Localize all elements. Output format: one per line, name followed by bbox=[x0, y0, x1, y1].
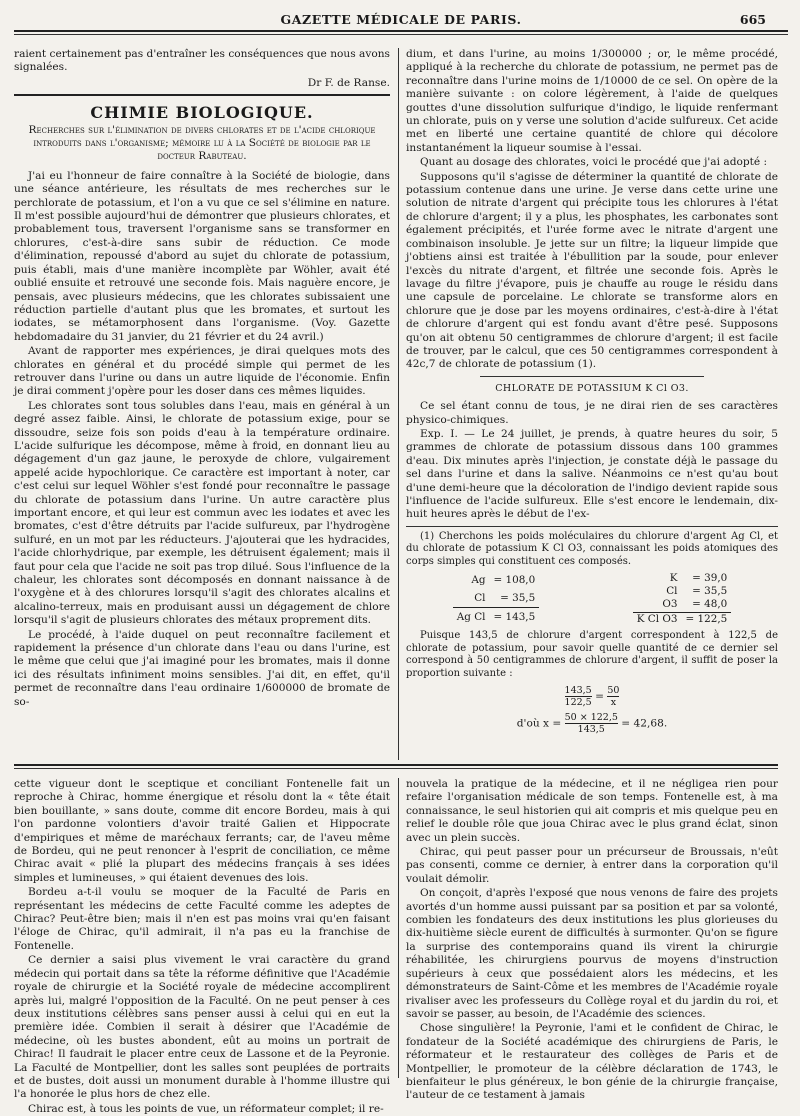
subsection-rule bbox=[480, 376, 703, 377]
denominator: 143,5 bbox=[577, 723, 605, 735]
page-number: 665 bbox=[739, 12, 766, 27]
section-title: CHIMIE BIOLOGIQUE. bbox=[90, 103, 314, 123]
element-weight: = 39,0 bbox=[692, 571, 728, 584]
continuation-text: raient certainement pas d'entraîner les conséquences que nous avons signalées. bbox=[14, 48, 390, 74]
compound-weight: = 122,5 bbox=[681, 612, 731, 626]
compound-symbol: K Cl O3 bbox=[633, 612, 682, 626]
paragraph: Exp. I. — Le 24 juillet, je prends, à quatre heures du soir, 5 grammes de chlorate de potassium dissous dans 100 grammes d'eau. Dix minutes après l'injection, je constate déjà le passage du sel dans l'urine et dans la salive. Néanmoins ce n'est qu'au bout d'une demi-heure que la décoloration de l'indigo devient rapide sous l'influence de l'acide sulfureux. Elle s'est encore le lendemain, dix-huit heures après le début de l'ex- bbox=[406, 427, 778, 521]
element-weight: = 35,5 bbox=[692, 585, 728, 597]
author-signature: Dr F. de Ranse. bbox=[307, 76, 390, 89]
subsection-title: CHLORATE DE POTASSIUM K Cl O3. bbox=[495, 382, 689, 394]
paragraph: J'ai eu l'honneur de faire connaître à la Société de biologie, dans une séance antérieure, les résultats de mes recherches sur le perchlorate de potassium, et l'on a vu que ce sel s'élimine en nature. Il m'est possible aujourd'hui de démontrer que plusieurs chlorates, et probablement tous, traversent l'organisme sans se transformer en chlorures, c'est-à-dire sans subir de réduction. Ce mode d'élimination, repoussé d'abord au sujet du chlorate de potassium, puis établi, mais d'une manière incomplète par Wöhler, avait été oublié ensuite et retrouvé une seconde fois. Mais naguère encore, je pensais, avec plusieurs médecins, que les chlorates subissaient une réduction partielle d'autant plus que les bromates, et surtout les iodates, se métamorphosent dans l'organisme. (Voy. Gazette hebdomadaire du 31 janvier, du 21 février et du 24 avril.) bbox=[14, 169, 390, 343]
denominator: x bbox=[610, 696, 617, 708]
paragraph: Supposons qu'il s'agisse de déterminer la quantité de chlorate de potassium contenue dans une urine. Je verse dans cette urine une solution de nitrate d'argent qui précipite tous les chlorures à l'état de chlorure d'argent; il y a plus, les phosphates, les carbonates sont également précipités, et l'urée forme avec le nitrate d'argent une combinaison insoluble. Je jette sur un filtre; la liqueur limpide que j'obtiens ainsi est traitée à l'ébullition par la soude, pour enlever l'excès du nitrate d'argent, et filtrée une seconde fois. Après le lavage du filtre j'évapore, puis je chauffe au rouge le résidu dans une capsule de porcelaine. Le chlorate se transforme alors en chlorure que je dose par les moyens ordinaires, c'est-à-dire à l'état de chlorure d'argent qui est fondu avant d'être pesé. Supposons qu'on ait obtenu 50 centigrammes de chlorure d'argent; il est facile de trouver, par le calcul, que ces 50 centigrammes correspondent à 42c,7 de chlorate de potassium (1). bbox=[406, 170, 778, 371]
header-rule bbox=[14, 30, 788, 32]
paragraph: Avant de rapporter mes expériences, je dirai quelques mots des chlorates en général et du procédé simple qui permet de les retrouver dans l'urine ou dans un autre liquide de l'économie. Enfin je dirai comment j'opère pour les doser dans ces mêmes liquides. bbox=[14, 345, 390, 398]
compound-symbol: Ag Cl bbox=[453, 608, 490, 626]
paragraph: Le procédé, à l'aide duquel on peut reconnaître facilement et rapidement la présence d'un chlorate dans l'eau ou dans l'urine, est le même que celui que j'ai imaginé pour les bromates, mais il donne ici des résultats infiniment moins sensibles. J'ai dit, en effet, qu'il permet de reconnaître dans l'eau ordinaire 1/600000 de bromate de so- bbox=[14, 628, 390, 708]
newspaper-page bbox=[14, 8, 788, 1115]
result-suffix: = 42,68. bbox=[621, 717, 668, 730]
left-column-top bbox=[14, 48, 390, 758]
numerator: 50 × 122,5 bbox=[564, 711, 618, 723]
right-column-top bbox=[406, 48, 778, 758]
denominator: 122,5 bbox=[564, 696, 592, 708]
paragraph: Les chlorates sont tous solubles dans l'eau, mais en général à un degré assez faible. Ainsi, le chlorate de potassium exige, pour se dissoudre, seize fois son poids d'eau à la température ordinaire. L'acide sulfurique les décompose, même à froid, en donnant lieu au dégagement d'un gaz jaune, le peroxyde de chlore, vulgairement appelé acide hypochlorique. Ce caractère est important à noter, car c'est celui sur lequel Wöhler s'est fondé pour reconnaître le passage du chlorate de potassium dans l'urine. Un autre caractère plus important encore, et qui leur est commun avec les iodates et avec les bromates, c'est d'être détruits par l'acide sulfureux, par l'hydrogène sulfuré, en un mot par les réducteurs. J'ajouterai que les hydracides, l'acide chlorhydrique, par exemple, les détruisent également; mais il faut pour cela que l'acide ne soit pas trop dilué. Sous l'influence de la chaleur, les chlorates sont décomposés en donnant naissance à de l'oxygène et à des chlorures lorsqu'il s'agit des chlorates alcalins et alcalino-terreux, mais en produisant aussi un dégagement de chlore lorsqu'il s'agit de plusieurs chlorates des métaux proprement dits. bbox=[14, 399, 390, 627]
article-title: Recherches sur l'élimination de divers chlorates et de l'acide chlorique introduits dans l'organisme; mémoire lu à la Société de biologie par le docteur Rabuteau. bbox=[28, 123, 376, 163]
paragraph: Quant au dosage des chlorates, voici le procédé que j'ai adopté : bbox=[420, 156, 768, 169]
element-symbol: O3 bbox=[662, 598, 678, 611]
numerator: 50 bbox=[607, 684, 620, 696]
element-weight: = 35,5 bbox=[500, 591, 536, 604]
paragraph: Chose singulière! la Peyronie, l'ami et le confident de Chirac, le fondateur de la Société académique des chirurgiens de Paris, le réformateur et le restaurateur des collèges de Paris et de Montpellier, le promoteur de la célèbre déclaration de 1743, le bienfaiteur le plus généreux, le bon génie de la chirurgie française, l'auteur de ce testament à jamais bbox=[406, 1022, 778, 1102]
feuilleton-divider bbox=[14, 764, 778, 769]
paragraph: nouvela la pratique de la médecine, et il ne négligea rien pour refaire l'organisation médicale de son temps. Fontenelle est, à ma connaissance, le seul historien qui ait compris et mis quelque peu en relief le double rôle que joua Chirac avec le plus grand éclat, sinon avec un plein succès. bbox=[406, 778, 778, 844]
paragraph: Ce sel étant connu de tous, je ne dirai rien de ses caractères physico-chimiques. bbox=[406, 400, 778, 426]
fraction bbox=[565, 712, 618, 735]
left-column-bottom bbox=[14, 778, 390, 1115]
fraction bbox=[565, 685, 592, 708]
header-rule-thin bbox=[14, 34, 788, 35]
paragraph: Bordeu a-t-il voulu se moquer de la Faculté de Paris en représentant les médecins de cette Faculté comme les adeptes de Chirac? Peut-être bien; mais il n'en est pas moins vrai qu'en faisant l'éloge de Chirac, qu'il admirait, il n'a pas eu la franchise de Fontenelle. bbox=[14, 886, 390, 952]
element-symbol: Cl bbox=[474, 591, 486, 604]
element-weight: = 108,0 bbox=[493, 573, 536, 586]
element-symbol: Cl bbox=[666, 585, 678, 597]
section-divider bbox=[14, 94, 390, 96]
column-separator bbox=[398, 778, 399, 1078]
silver-chloride-table bbox=[453, 572, 540, 627]
compound-weight: = 143,5 bbox=[489, 608, 539, 626]
potassium-chlorate-table bbox=[633, 572, 732, 627]
paragraph: Ce dernier a saisi plus vivement le vrai caractère du grand médecin qui portait dans sa tête la réforme définitive que l'Académie royale de chirurgie et la Société royale de médecine accomplirent après lui, malgré l'opposition de la Faculté. On ne peut penser à ces deux institutions célèbres sans penser aussi à celui qui en eut la première idée. Combien il serait à désirer que l'Académie de médecine, où les bustes abondent, eût au moins un portrait de Chirac! Il faudrait le placer entre ceux de Lassone et de la Peyronie. La Faculté de Montpellier, dont les salles sont peuplées de portraits et de bustes, doit aussi un monument durable à l'homme illustre qui l'a honorée le plus hors de chez elle. bbox=[14, 954, 390, 1101]
paragraph: dium, et dans l'urine, au moins 1/300000 ; or, le même procédé, appliqué à la recherche du chlorate de potassium, ne permet pas de reconnaître dans l'urine moins de 1/10000 de ce sel. On opère de la manière suivante : on colore légèrement, à l'aide de quelques gouttes d'une dissolution sulfurique d'indigo, le liquide renfermant un chlorate, puis on y verse une solution d'acide sulfureux. Cet acide met en liberté une certaine quantité de chlore qui décolore instantanément la liqueur soumise à l'essai. bbox=[406, 48, 778, 154]
column-separator bbox=[398, 48, 399, 760]
numerator: 143,5 bbox=[564, 684, 592, 696]
right-column-bottom bbox=[406, 778, 778, 1102]
element-symbol: Ag bbox=[471, 573, 486, 586]
paragraph: On conçoit, d'après l'exposé que nous venons de faire des projets avortés d'un homme aussi puissant par sa position et par sa volonté, combien les fondateurs des deux institutions les plus glorieuses du dix-huitième siècle eurent de difficultés à surmonter. Qu'on se figure la surprise des contemporains quand ils virent la chirurgie réhabilitée, les chirurgiens pourvus de moyens d'instruction supérieurs à ceux que possédaient alors les médecins, et les démonstrateurs de Saint-Côme et les membres de l'Académie royale rivaliser avec les professeurs du Collège royal et du jardin du roi, et savoir se passer, au besoin, de l'Académie des sciences. bbox=[406, 887, 778, 1020]
footnote: (1) Cherchons les poids moléculaires du chlorure d'argent Ag Cl, et du chlorate de potassium K Cl O3, connaissant les poids atomiques des corps simples qui constituent ces composés. bbox=[406, 530, 778, 567]
fraction bbox=[607, 685, 619, 708]
page-header bbox=[14, 8, 788, 30]
paragraph: Chirac est, à tous les points de vue, un réformateur complet; il re- bbox=[28, 1102, 384, 1115]
proportion-formula: $\frac{143,5}{122,5}$ = $\frac{50}{x}$ bbox=[564, 684, 620, 708]
atomic-weights bbox=[406, 572, 778, 627]
paragraph: Chirac, qui peut passer pour un précurseur de Broussais, n'eût pas consenti, comme ce dernier, à entrer dans la corporation qu'il voulait démolir. bbox=[406, 846, 778, 885]
publication-title: GAZETTE MÉDICALE DE PARIS. bbox=[280, 12, 522, 27]
paragraph: cette vigueur dont le sceptique et conciliant Fontenelle fait un reproche à Chirac, homme énergique et résolu dont la « tête était bien bouillante, » sans doute, comme dit encore Bordeu, mais à qui l'on pardonne volontiers d'avoir traité Galien et Hippocrate d'empiriques et même de maréchaux ferrants; car, de l'aveu même de Bordeu, qui ne peut renoncer à l'esprit de conciliation, ce même Chirac avait « plié la plupart des médecins français à ses idées simples et lumineuses, » qui étaient devenues des lois. bbox=[14, 778, 390, 884]
footnote-continuation: Puisque 143,5 de chlorure d'argent correspondent à 122,5 de chlorate de potassium, pour savoir quelle quantité de ce dernier sel correspond à 50 centigrammes de chlorure d'argent, il suffit de poser la proportion suivante : bbox=[406, 630, 778, 679]
result-formula bbox=[406, 712, 778, 735]
footnote-rule bbox=[406, 526, 778, 527]
element-weight: = 48,0 bbox=[692, 598, 728, 611]
result-prefix: d'où x = bbox=[516, 717, 562, 730]
element-symbol: K bbox=[669, 571, 678, 584]
